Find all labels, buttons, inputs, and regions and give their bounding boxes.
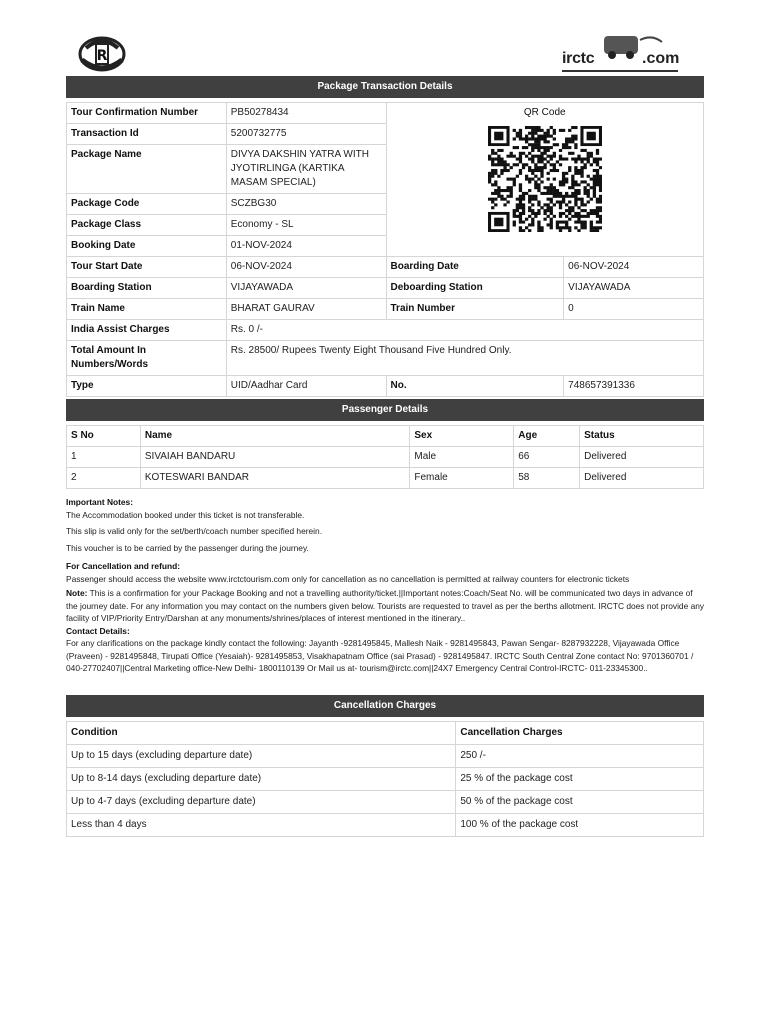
id-number-label: No. [386,376,564,397]
package-name-label: Package Name [67,145,227,194]
cancel-heading: For Cancellation and refund: [66,561,180,571]
cell: 2 [67,468,141,489]
col-status: Status [580,426,704,447]
col-charges: Cancellation Charges [456,722,704,745]
boarding-station-label: Boarding Station [67,278,227,299]
note-text: This is a confirmation for your Package Booking and not a travelling authority/ticket.||Important notes:Coach/Seat No. will be communicated two days in advance of the journey date. For any information you may contact on the numbers given below. Tourists are requested to travel as per the berths allotment. IRCTC does not provide any facility of VIP/Priority Entry/Darshan at any monuments/shrines/places of interest mentioned in the itinerary.. [66,588,705,623]
col-sno: S No [67,426,141,447]
important-notes [66,496,706,554]
table-row [67,103,704,124]
package-class-label: Package Class [67,215,227,236]
booking-date-label: Booking Date [67,236,227,257]
brand-underline [562,70,678,72]
col-age: Age [514,426,580,447]
table-row [67,814,704,837]
cell: Male [410,447,514,468]
cell: 58 [514,468,580,489]
cancellation-notes [66,560,706,675]
id-number-value: 748657391336 [564,376,704,397]
contact-heading: Contact Details: [66,625,130,636]
table-row [67,341,704,376]
train-number-value: 0 [564,299,704,320]
transaction-table [66,102,704,397]
boarding-station-value: VIJAYAWADA [226,278,386,299]
qr-label: QR Code [523,107,566,118]
brand-left: irctc [562,50,595,67]
passenger-table [66,425,704,489]
cell: 1 [67,447,141,468]
package-code-value: SCZBG30 [226,194,386,215]
train-name-value: BHARAT GAURAV [226,299,386,320]
tour-start-value: 06-NOV-2024 [226,257,386,278]
tour-confirmation-label: Tour Confirmation Number [67,103,227,124]
cell: 100 % of the package cost [456,814,704,837]
col-name: Name [140,426,410,447]
table-row [67,257,704,278]
package-name-value: DIVYA DAKSHIN YATRA WITH JYOTIRLINGA (KARTIKA MASAM SPECIAL) [226,145,386,194]
important-note-1: The Accommodation booked under this ticket is not transferable. [66,509,305,520]
table-row [67,320,704,341]
booking-date-value: 01-NOV-2024 [226,236,386,257]
cell: Up to 15 days (excluding departure date) [67,745,456,768]
cancellation-section-title: Cancellation Charges [66,695,704,717]
tour-start-label: Tour Start Date [67,257,227,278]
cell: Female [410,468,514,489]
package-code-label: Package Code [67,194,227,215]
col-sex: Sex [410,426,514,447]
total-amount-value: Rs. 28500/ Rupees Twenty Eight Thousand Five Hundred Only. [226,341,703,376]
boarding-date-value: 06-NOV-2024 [564,257,704,278]
transaction-id-label: Transaction Id [67,124,227,145]
cell: Delivered [580,447,704,468]
transaction-section-title: Package Transaction Details [66,76,704,98]
transaction-id-value: 5200732775 [226,124,386,145]
deboarding-station-label: Deboarding Station [386,278,564,299]
table-row [67,376,704,397]
table-row [67,299,704,320]
cell: Up to 4-7 days (excluding departure date) [67,791,456,814]
cell: Up to 8-14 days (excluding departure date) [67,768,456,791]
table-row [67,447,704,468]
svg-text:R: R [96,48,108,64]
qr-cell [386,103,704,257]
qr-code-icon [488,126,602,232]
important-heading: Important Notes: [66,497,133,507]
contact-text: For any clarifications on the package kindly contact the following: Jayanth -9281495845, Mallesh Naik - 9281495843, Pawan Sengar- 8287932228, Vijayawada Office (Praveen) - 9281495848, Tirupati Office (Yesaiah)- 9281495853, Visakhapatnam Office (sai Prasad) - 9281495847. IRCTC South Central Zone contact No: 9701360701 / 040-27702407||Central Marketing office-New Delhi- 1800110139 Or Mail us at- tourism@irctc.com||24X7 Emergency Central Control-IRCTC- 011-23345300.. [66,638,694,673]
train-number-label: Train Number [386,299,564,320]
irctc-logo-icon [76,30,128,78]
id-type-label: Type [67,376,227,397]
table-header-row [67,722,704,745]
cell: Delivered [580,468,704,489]
cell: 250 /- [456,745,704,768]
cancel-text: Passenger should access the website www.irctctourism.com only for cancellation as no cancellation is permitted at railway counters for electronic tickets [66,573,630,584]
cell: 66 [514,447,580,468]
cell: KOTESWARI BANDAR [140,468,410,489]
col-condition: Condition [67,722,456,745]
cell: 50 % of the package cost [456,791,704,814]
cancellation-table [66,721,704,837]
note-label: Note: [66,588,88,598]
cell: SIVAIAH BANDARU [140,447,410,468]
package-class-value: Economy - SL [226,215,386,236]
table-row [67,468,704,489]
total-amount-label: Total Amount In Numbers/Words [67,341,227,376]
id-type-value: UID/Aadhar Card [226,376,386,397]
irctc-tourism-logo [560,30,680,74]
table-row [67,791,704,814]
brand-right: .com [642,50,680,67]
table-header-row [67,426,704,447]
deboarding-station-value: VIJAYAWADA [564,278,704,299]
india-assist-value: Rs. 0 /- [226,320,703,341]
table-row [67,768,704,791]
table-row [67,278,704,299]
important-note-2: This slip is valid only for the set/berth/coach number specified herein. [66,526,323,536]
important-note-3: This voucher is to be carried by the passenger during the journey. [66,542,309,553]
boarding-date-label: Boarding Date [386,257,564,278]
india-assist-label: India Assist Charges [67,320,227,341]
train-name-label: Train Name [67,299,227,320]
cell: Less than 4 days [67,814,456,837]
tour-confirmation-value: PB50278434 [226,103,386,124]
cell: 25 % of the package cost [456,768,704,791]
table-row [67,745,704,768]
passenger-section-title: Passenger Details [66,399,704,421]
